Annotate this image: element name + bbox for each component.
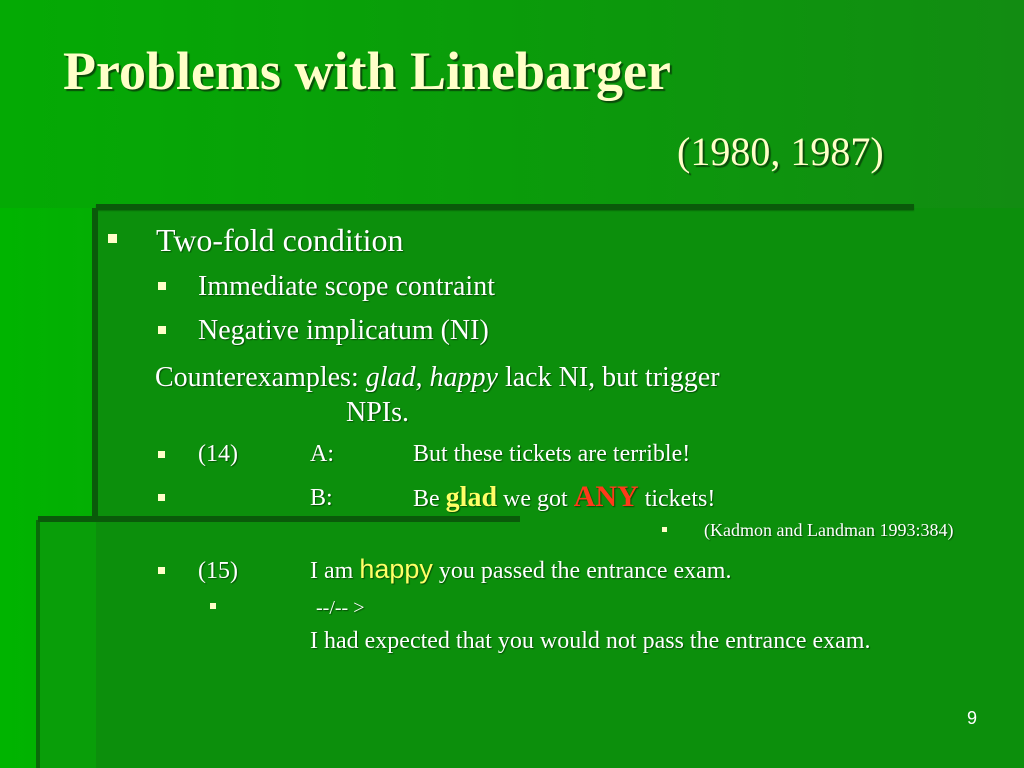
counterexamples-rest: lack NI, but trigger [497,362,720,393]
bullet-square-icon [158,494,165,501]
counterexamples-italic: glad, happy [365,362,498,393]
divider-line [92,208,98,520]
counterexamples-lead: Counterexamples: [155,362,366,393]
example-14-speaker-b: B: [310,485,333,511]
divider-line [36,520,40,768]
example-15-implication: I had expected that you would not pass the entrance exam. [310,628,871,654]
example-15-arrow: --/-- > [316,597,365,619]
citation: (Kadmon and Landman 1993:384) [704,520,954,540]
example-15-line [310,554,731,585]
example-15-number: (15) [198,558,238,584]
example-14-speaker-a: A: [310,441,334,467]
bullet-square-icon [662,527,667,532]
line-b-pre: Be [413,486,446,512]
bullet-square-icon [158,282,166,290]
bullet-negative-implicatum: Negative implicatum (NI) [198,315,489,346]
line-b-post: tickets! [638,486,716,512]
left-panel [38,520,98,768]
highlight-glad: glad [445,482,498,513]
ex15-post: you passed the entrance exam. [432,558,732,584]
highlight-any: ANY [573,480,639,513]
example-14-line-b [413,480,715,514]
bullet-square-icon [158,451,165,458]
counterexamples-line [155,362,720,394]
highlight-happy: happy [359,554,433,584]
bullet-two-fold: Two-fold condition [156,222,404,258]
page-number: 9 [967,708,978,728]
counterexamples-continuation: NPIs. [346,397,410,428]
bullet-square-icon [158,326,166,334]
example-14-line-a: But these tickets are terrible! [413,441,691,467]
title-band [0,0,1024,208]
bullet-square-icon [158,567,165,574]
divider-line [38,516,520,522]
slide-title: Problems with Linebarger [63,41,671,101]
line-b-mid: we got [497,486,574,512]
bullet-square-icon [108,234,117,243]
bullet-square-icon [210,603,216,609]
slide-subtitle: (1980, 1987) [677,129,884,174]
ex15-pre: I am [310,558,360,584]
bullet-scope-constraint: Immediate scope contraint [198,271,495,302]
example-14-number: (14) [198,441,238,467]
divider-line [96,204,914,210]
